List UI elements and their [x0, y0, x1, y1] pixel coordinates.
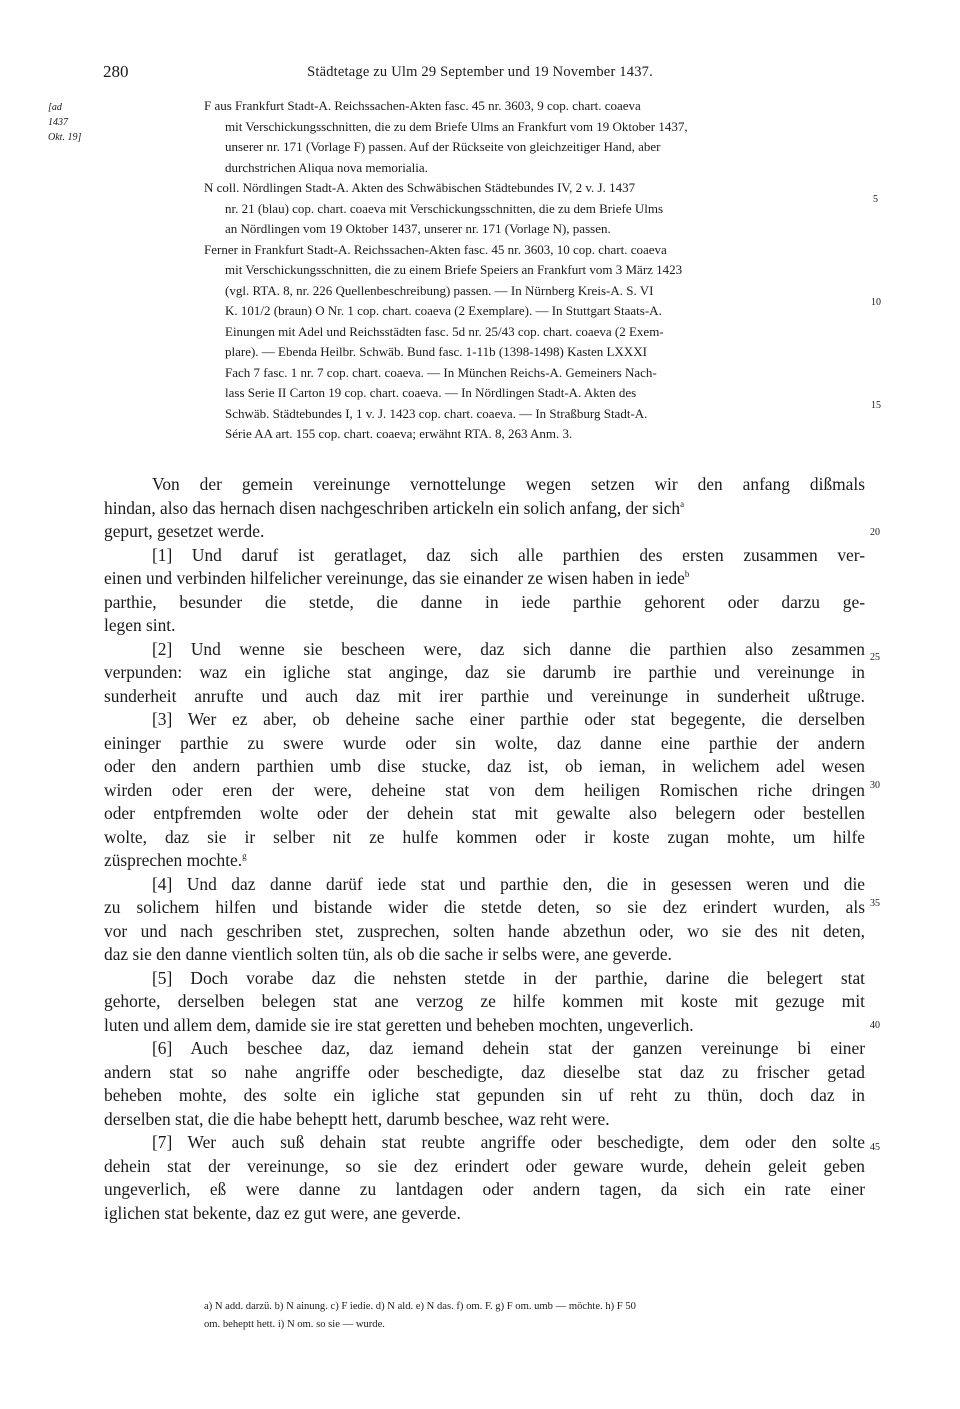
apparatus-line: N coll. Nördlingen Stadt-A. Akten des Schwäbischen Städtebundes IV, 2 v. J. 1437 [204, 180, 636, 195]
text-line: derselben stat, die die habe beheptt hett, darumb beschee, waz reht were. [104, 1108, 610, 1129]
line-number: 25 [870, 652, 880, 663]
text-line: parthie, besunder die stetde, die danne in iede parthie gehorent oder darzu ge- [104, 591, 865, 612]
margin-note-line: Okt. 19] [48, 132, 82, 143]
text-line: vor und nach geschriben stet, zusprechen, solten hande abzethun oder, wo sie des nit deten, [104, 920, 865, 941]
text-line: [3] Wer ez aber, ob deheine sache einer parthie oder stat begegente, die derselben [152, 709, 865, 729]
text-line: hindan, also das hernach disen nachgeschriben artickeln ein solich anfang, der sich$^a$ [104, 497, 685, 518]
text-line: luten und allem dem, damide sie ire stat geretten und beheben mochten, ungeverlich. [104, 1014, 694, 1035]
apparatus-line: Einungen mit Adel und Reichsstädten fasc. 5d nr. 25/43 cop. chart. coaeva (2 Exem- [225, 323, 664, 339]
text-line: dehein stat der vereinunge, so sie dez erindert oder geware wurde, dehein geleit geben [104, 1155, 865, 1176]
apparatus-line: Fach 7 fasc. 1 nr. 7 cop. chart. coaeva. — In München Reichs-A. Gemeiners Nach- [225, 364, 657, 380]
footnotes [204, 1298, 884, 1333]
line-number: 20 [870, 527, 880, 538]
page-number: 280 [103, 62, 129, 81]
footnote-mark: b [684, 569, 690, 579]
line-number: 45 [870, 1142, 880, 1153]
footnote-line: a) N add. darzü. b) N ainung. c) F iedie. d) N ald. e) N das. f) om. F. g) F om. umb — möchte. h) F 50 [204, 1301, 636, 1312]
text-line: Von der gemein vereinunge vernottelunge wegen setzen wir den anfang dißmals [152, 474, 865, 494]
source-apparatus [204, 96, 868, 445]
text-line: gehorte, derselben belegen stat ane verzog ze hilfe kommen mit koste mit gezuge mit [104, 991, 865, 1011]
text-line: [6] Auch beschee daz, daz iemand dehein stat der ganzen vereinunge bi einer [152, 1038, 865, 1058]
main-text [104, 473, 865, 1225]
text-line: züsprechen mochte.$^g$ [104, 850, 247, 870]
text-line: daz sie den danne vientlich solten tün, als ob die sache ir selbs were, ane geverde. [104, 944, 672, 964]
text-line: zu solichem hilfen und bistande wider die stetde deten, so sie dez erindert wurden, als [104, 897, 865, 917]
text-line: oder den andern parthien umb dise stucke, daz ist, ob ieman, in welichem adel wesen [104, 756, 865, 776]
apparatus-line: Ferner in Frankfurt Stadt-A. Reichssachen-Akten fasc. 45 nr. 3603, 10 cop. chart. coaeva [204, 241, 667, 257]
text-line: sunderheit anrufte und auch daz mit irer parthie und vereinunge in sunderheit ußtruge. [104, 685, 865, 706]
text-line: [1] Und daruf ist geratlaget, daz sich alle parthien des ersten zusammen ver- [152, 544, 865, 565]
apparatus-line: mit Verschickungsschnitten, die zu dem Briefe Ulms an Frankfurt vom 19 Oktober 1437, [225, 118, 688, 134]
apparatus-line: an Nördlingen vom 19 Oktober 1437, unserer nr. 171 (Vorlage N), passen. [225, 221, 611, 236]
text-line: [7] Wer auch suß dehain stat reubte angriffe oder beschedigte, dem oder den solte [152, 1132, 865, 1152]
text-line: wirden oder eren der were, deheine stat von dem heiligen Romischen riche dringen [104, 779, 865, 800]
running-title: Städtetage zu Ulm 29 September und 19 November 1437. [307, 64, 653, 80]
margin-date-note [48, 100, 100, 145]
text-line: andern stat so nahe angriffe oder beschedigte, daz dieselbe stat daz zu frischer getad [104, 1061, 865, 1082]
text-line: einen und verbinden hilfelicher vereinunge, das sie einander ze wisen haben in iede$^b$ [104, 568, 690, 588]
text-line: oder entpfremden wolte oder der dehein stat mit gewalte also belegern oder bestellen [104, 803, 865, 823]
line-number: 40 [870, 1020, 880, 1031]
line-number: 35 [870, 898, 880, 909]
apparatus-line: (vgl. RTA. 8, nr. 226 Quellenbeschreibung) passen. — In Nürnberg Kreis-A. S. VI [225, 282, 654, 298]
footnote-mark: a [680, 498, 685, 509]
footnote-line: om. beheptt hett. i) N om. so sie — wurde. [204, 1318, 385, 1330]
apparatus-line: Série AA art. 155 cop. chart. coaeva; erwähnt RTA. 8, 263 Anm. 3. [225, 426, 573, 441]
line-number: 15 [871, 400, 881, 411]
apparatus-line: unserer nr. 171 (Vorlage F) passen. Auf der Rückseite von gleichzeitiger Hand, aber [225, 139, 661, 154]
line-number: 30 [870, 780, 880, 791]
text-line: iglichen stat bekente, daz ez gut were, ane geverde. [104, 1202, 461, 1223]
text-line: verpunden: waz ein igliche stat anginge, daz sie darumb ire parthie und vereinunge in [104, 662, 865, 682]
text-line: legen sint. [104, 615, 176, 635]
text-line: [2] Und wenne sie bescheen were, daz sich danne die parthien also zesammen [152, 638, 865, 659]
text-line: ungeverlich, eß were danne zu lantdagen oder andern tagen, da sich ein rate einer [104, 1179, 865, 1199]
line-number: 10 [871, 297, 881, 308]
margin-note-line: 1437 [48, 117, 68, 128]
apparatus-line: nr. 21 (blau) cop. chart. coaeva mit Verschickungsschnitten, die zu dem Briefe Ulms [225, 200, 664, 216]
margin-note-line: [ad [48, 102, 62, 113]
text-line: [4] Und daz danne darüf iede stat und parthie den, die in gesessen weren und die [152, 873, 865, 894]
apparatus-line: Schwäb. Städtebundes I, 1 v. J. 1423 cop. chart. coaeva. — In Straßburg Stadt-A. [225, 405, 648, 421]
apparatus-line: mit Verschickungsschnitten, die zu einem Briefe Speiers an Frankfurt vom 3 März 1423 [225, 262, 683, 277]
apparatus-line: lass Serie II Carton 19 cop. chart. coaeva. — In Nördlingen Stadt-A. Akten des [225, 385, 637, 400]
footnote-mark: g [242, 851, 247, 861]
text-line: beheben mohte, des solte ein igliche stat gepunden sin uf reht zu thün, doch daz in [104, 1085, 865, 1105]
text-line: gepurt, gesetzet werde. [104, 521, 265, 541]
text-line: eininger parthie zu swere wurde oder sin wolte, daz danne eine parthie der andern [104, 732, 865, 753]
apparatus-line: plare). — Ebenda Heilbr. Schwäb. Bund fasc. 1-11b (1398-1498) Kasten LXXXI [225, 344, 647, 359]
apparatus-line: F aus Frankfurt Stadt-A. Reichssachen-Akten fasc. 45 nr. 3603, 9 cop. chart. coaeva [204, 98, 641, 113]
line-number: 5 [873, 194, 878, 205]
apparatus-line: K. 101/2 (braun) O Nr. 1 cop. chart. coaeva (2 Exemplare). — In Stuttgart Staats-A. [225, 303, 662, 318]
text-line: wolte, daz sie ir selber nit ze hulfe kommen oder ir koste zugan mohte, um hilfe [104, 826, 865, 847]
text-line: [5] Doch vorabe daz die nehsten stetde in der parthie, darine die belegert stat [152, 967, 865, 988]
apparatus-line: durchstrichen Aliqua nova memorialia. [225, 159, 428, 175]
